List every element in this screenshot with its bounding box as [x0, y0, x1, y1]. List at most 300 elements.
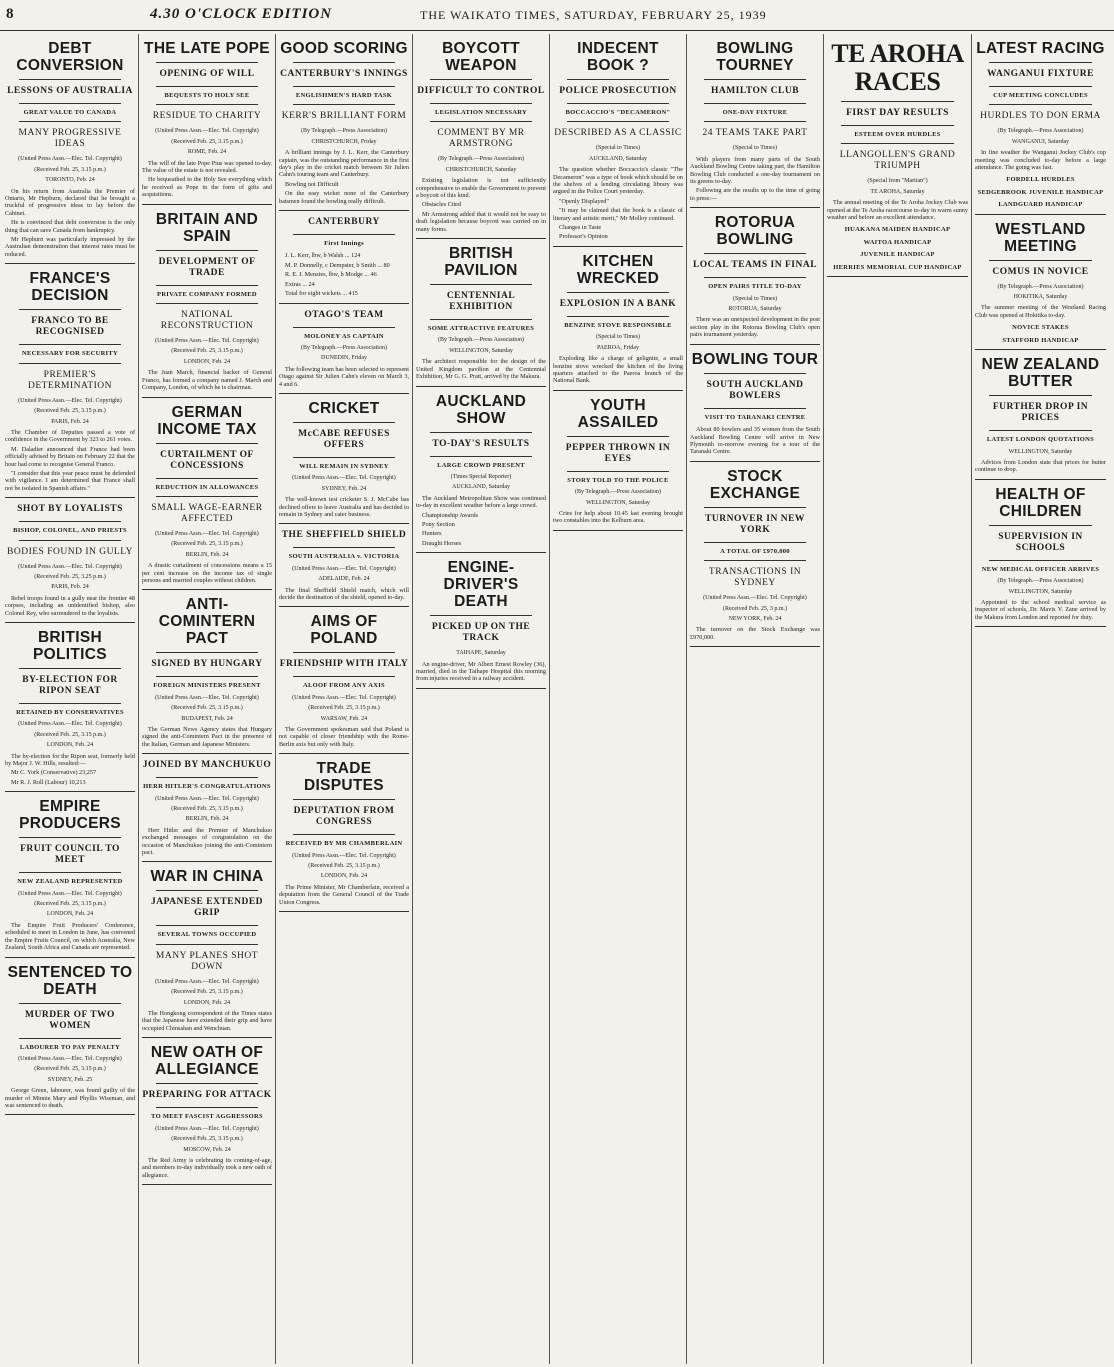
story-deck: RECEIVED BY MR CHAMBERLAIN [285, 840, 403, 848]
wire-credit: (United Press Assn.—Elec. Tel. Copyright) [155, 338, 259, 345]
story-paragraph: Mr Hepburn was particularly impressed by the Australian demonstration that interest rates must be reduced. [5, 236, 135, 258]
divider [156, 478, 258, 479]
story-paragraph: The Juan March, financial backer of General Franco, has formed a company named J. March and Company, London, of which he is chairman. [142, 369, 272, 392]
divider [841, 125, 954, 126]
story-deck: FURTHER DROP IN PRICES [992, 402, 1089, 424]
story-deck: ALOOF FROM ANY AXIS [303, 682, 385, 690]
story-deck: TO MEET FASCIST AGGRESSORS [151, 1113, 263, 1121]
divider [704, 507, 806, 508]
story-deck: ONE-DAY FIXTURE [722, 109, 788, 116]
wire-credit: (United Press Assn.—Elec. Tel. Copyright) [155, 795, 259, 802]
story-deck: BY-ELECTION FOR RIPON SEAT [22, 675, 118, 696]
divider [19, 363, 121, 364]
wire-credit: (By Telegraph.—Press Association) [997, 578, 1084, 585]
story-paragraph: Following are the results up to the time of going to press:— [690, 187, 820, 202]
wire-credit: (By Telegraph.—Press Association) [575, 489, 661, 496]
story-divider [975, 479, 1106, 480]
wire-credit: (Times Special Reporter) [450, 473, 512, 480]
wire-credit: (United Press Assn.—Elec. Tel. Copyright) [18, 890, 122, 897]
dateline: ADELAIDE, Feb. 24 [318, 576, 370, 583]
story-headline: THE LATE POPE [144, 40, 270, 57]
divider [293, 457, 395, 458]
divider [156, 285, 258, 286]
divider [989, 560, 1092, 561]
story-paragraph: Obstacles Cited [422, 201, 462, 209]
divider [841, 101, 954, 102]
dateline: AUCKLAND, Saturday [452, 484, 510, 491]
story-deck: BODIES FOUND IN GULLY [7, 546, 133, 557]
divider [293, 104, 395, 105]
divider [19, 121, 121, 122]
story-divider [142, 1037, 272, 1038]
received-time: (Received Feb. 25, 3.15 p.m.) [34, 408, 106, 415]
story-paragraph: Bowling not Difficult [285, 180, 339, 188]
story-paragraph: The by-election for the Ripon seat, formerly held by Major J. W. Hills, resulted:— [5, 752, 135, 768]
story-deck: PICKED UP ON THE TRACK [431, 622, 531, 644]
divider [989, 104, 1092, 105]
edition-label: 4.30 O'CLOCK EDITION [150, 6, 333, 22]
story-paragraph: Existing legislation is not sufficiently comprehensive to enable the Government to prevent a boycott of this kind. [416, 177, 546, 200]
story-headline: ENGINE-DRIVER'S DEATH [443, 559, 519, 611]
divider [156, 1083, 258, 1084]
dateline: NEW YORK, Feb. 24 [728, 615, 782, 622]
story-deck: BEQUESTS TO HOLY SEE [164, 92, 250, 99]
wire-credit: (Special from "Martian") [867, 178, 928, 185]
story-paragraph: The Empire Fruit Producers' Conference, scheduled to meet in London in June, has convened the Empire Fruits Council, on which Australia, New Zealand, South Africa and Canada are represented. [5, 921, 135, 952]
story-paragraph: Total for eight wickets ... 415 [285, 290, 358, 298]
story-divider [690, 461, 820, 462]
dateline: CHRISTCHURCH, Saturday [445, 166, 517, 173]
divider [989, 86, 1092, 87]
story-headline: BRITAIN AND SPAIN [155, 210, 259, 245]
race-heading: JUVENILE HANDICAP [860, 251, 935, 259]
story-paragraph: With players from many parts of the South Auckland Bowling Centre taking part, the Hamilton Bowling Club conducted a one-day tournament on its greens to-day. [690, 155, 820, 186]
divider [989, 260, 1092, 261]
divider [19, 837, 121, 838]
story-headline: YOUTH ASSAILED [577, 396, 659, 431]
dateline: SYDNEY, Feb. 24 [321, 485, 367, 492]
story-headline: TE AROHA RACES [831, 39, 964, 96]
divider [156, 890, 258, 891]
story-paragraph: Mr R. J. Roll (Labour) 10,213 [11, 778, 86, 786]
divider [156, 303, 258, 304]
story-headline: STOCK EXCHANGE [709, 467, 801, 502]
divider [19, 344, 121, 345]
divider [293, 62, 395, 63]
wire-credit: (United Press Assn.—Elec. Tel. Copyright) [292, 565, 396, 572]
wire-credit: (United Press Assn.—Elec. Tel. Copyright) [18, 563, 122, 570]
story-paragraph: The Red Army is celebrating its coming-of-age, and members to-day individually took a new oath of allegiance. [142, 1156, 272, 1179]
divider [989, 430, 1092, 431]
dateline: LONDON, Feb. 24 [46, 911, 94, 918]
dateline: PARIS, Feb. 24 [51, 584, 89, 591]
story-headline: KITCHEN WRECKED [576, 252, 660, 287]
wire-credit: (United Press Assn.—Elec. Tel. Copyright) [292, 852, 396, 859]
story-deck: GREAT VALUE TO CANADA [23, 109, 117, 116]
wire-credit: (United Press Assn.—Elec. Tel. Copyright) [292, 694, 396, 701]
story-divider [142, 204, 272, 205]
story-divider [975, 349, 1106, 350]
dateline: PAEROA, Friday [596, 344, 640, 351]
divider [293, 86, 395, 87]
wire-credit: (United Press Assn.—Elec. Tel. Copyright) [703, 595, 807, 602]
story-deck: HURDLES TO DON ERMA [980, 111, 1101, 122]
race-heading: STAFFORD HANDICAP [1002, 336, 1079, 344]
story-deck: SOUTH AUCKLAND BOWLERS [706, 379, 804, 401]
story-deck: MANY PROGRESSIVE IDEAS [18, 128, 122, 150]
story-deck: OTAGO'S TEAM [304, 309, 384, 320]
wire-credit: (United Press Assn.—Elec. Tel. Copyright) [155, 694, 259, 701]
received-time: (Received Feb. 25, 3.15 p.m.) [171, 1136, 243, 1143]
story-headline: AUCKLAND SHOW [435, 392, 527, 427]
story-paragraph: Appointed to the school medical service as inspector of schools, Dr. Mavis V. Zane arrived by the Makura from London and reported for duty. [975, 598, 1106, 621]
divider [567, 316, 669, 317]
dateline: TAIHAPE, Saturday [456, 650, 506, 657]
story-deck: TRANSACTIONS IN SYDNEY [708, 567, 802, 589]
divider [293, 652, 395, 653]
story-paragraph: Championship Awards [422, 511, 478, 519]
story-deck: RESIDUE TO CHARITY [152, 111, 262, 122]
divider [989, 525, 1092, 526]
story-divider [5, 791, 135, 792]
dateline: ROME, Feb. 24 [187, 149, 227, 156]
story-deck: SUPERVISION IN SCHOOLS [998, 531, 1083, 553]
story-deck: BOCCACCIO'S "DECAMERON" [565, 109, 671, 116]
story-deck: PREPARING FOR ATTACK [142, 1090, 272, 1101]
story-deck: NEW ZEALAND REPRESENTED [17, 878, 123, 886]
story-headline: BRITISH POLITICS [33, 629, 107, 663]
divider [156, 104, 258, 105]
wire-credit: (United Press Assn.—Elec. Tel. Copyright) [18, 156, 122, 163]
story-divider [690, 646, 820, 647]
divider [156, 496, 258, 497]
story-deck: JOINED BY MANCHUKUO [142, 760, 272, 771]
story-paragraph: The turnover on the Stock Exchange was £970,000. [690, 626, 820, 641]
divider [704, 277, 806, 278]
story-paragraph: On the easy wicket none of the Canterbury batsmen found the bowling really difficult. [279, 190, 409, 205]
divider [19, 309, 121, 310]
story-headline: INDECENT BOOK ? [577, 40, 659, 74]
divider [567, 292, 669, 293]
story-paragraph: The final Sheffield Shield match, which will decide the destination of the shield, opened to-day. [279, 586, 409, 601]
story-deck: MURDER OF TWO WOMEN [25, 1009, 115, 1031]
wire-credit: (By Telegraph.—Press Association) [438, 156, 524, 163]
story-deck: HERR HITLER'S CONGRATULATIONS [143, 783, 271, 791]
dateline: WELLINGTON, Saturday [449, 347, 513, 354]
divider [156, 86, 258, 87]
story-deck: ESTEEM OVER HURDLES [854, 131, 941, 138]
dateline: LONDON, Feb. 24 [320, 873, 368, 880]
story-headline: EMPIRE PRODUCERS [19, 798, 121, 833]
story-deck: LABOURER TO PAY PENALTY [19, 1043, 121, 1051]
divider [156, 777, 258, 778]
column-1 [2, 34, 139, 1364]
story-paragraph: "Openly Displayed" [559, 197, 609, 205]
race-heading: HUAKANA MAIDEN HANDICAP [844, 226, 951, 234]
divider [567, 79, 669, 80]
wire-credit: (By Telegraph.—Press Association) [997, 283, 1084, 290]
story-deck: ENGLISHMEN'S HARD TASK [295, 92, 393, 99]
story-paragraph: The will of the late Pope Pius was opened to-day. The value of the estate is not revealed. [142, 159, 272, 175]
story-deck: A TOTAL OF £970,000 [720, 547, 790, 555]
story-deck: KERR'S BRILLIANT FORM [281, 111, 407, 122]
divider [293, 234, 395, 235]
story-divider [416, 552, 546, 553]
story-headline: AIMS OF POLAND [310, 613, 378, 648]
divider [430, 615, 532, 616]
dateline: BERLIN, Feb. 24 [185, 816, 229, 823]
divider [293, 834, 395, 835]
wire-credit: (Special to Times) [732, 295, 777, 302]
divider [567, 471, 669, 472]
story-deck: FIRST DAY RESULTS [846, 108, 949, 118]
dateline: ROTORUA, Saturday [728, 306, 782, 313]
story-divider [279, 911, 409, 912]
story-deck: CANTERBURY [308, 217, 380, 228]
wire-credit: (United Press Assn.—Elec. Tel. Copyright) [155, 530, 259, 537]
story-headline: LATEST RACING [976, 40, 1105, 57]
story-headline: DEBT CONVERSION [16, 40, 124, 74]
dateline: TORONTO, Feb. 24 [45, 177, 95, 184]
received-time: (Received Feb. 25, 3.15 p.m.) [171, 541, 243, 548]
story-deck: DEPUTATION FROM CONGRESS [293, 806, 395, 828]
story-paragraph: Mr Armstrong added that it would not be easy to draft legislation because boycott was carried on in many forms. [416, 210, 546, 233]
divider [19, 79, 121, 80]
story-paragraph: Cries for help about 10.45 last evening brought two constables into the Kelburn area. [553, 509, 683, 525]
story-deck: CURTAILMENT OF CONCESSIONS [160, 449, 254, 471]
story-deck: PRIVATE COMPANY FORMED [157, 290, 257, 298]
wire-credit: (Special to Times) [595, 145, 640, 152]
divider [293, 676, 395, 677]
wire-credit: (By Telegraph.—Press Association) [301, 344, 387, 351]
dateline: LONDON, Feb. 24 [46, 742, 94, 749]
story-paragraph: The following team has been selected to represent Otago against Sir Julien Cahn's eleven on March 3, 4 and 6. [279, 365, 409, 388]
story-headline: ROTORUA BOWLING [714, 214, 796, 249]
wire-credit: (Special to Times) [595, 334, 640, 341]
dateline: WARSAW, Feb. 24 [320, 715, 368, 722]
wire-credit: (United Press Assn.—Elec. Tel. Copyright) [18, 1055, 122, 1062]
story-divider [5, 497, 135, 498]
story-deck: DIFFICULT TO CONTROL [417, 86, 545, 96]
story-deck: CANTERBURY'S INNINGS [280, 69, 408, 79]
story-deck: SOUTH AUSTRALIA v. VICTORIA [288, 553, 400, 561]
divider [567, 436, 669, 437]
column-7 [824, 34, 972, 1364]
divider [19, 872, 121, 873]
dateline: WELLINGTON, Saturday [586, 499, 650, 506]
story-deck: DEVELOPMENT OF TRADE [158, 256, 256, 278]
divider [430, 103, 532, 104]
story-divider [279, 753, 409, 754]
received-time: (Received Feb. 25, 3.15 p.m.) [308, 705, 380, 712]
column-4 [413, 34, 550, 1364]
story-deck: EXPLOSION IN A BANK [559, 298, 677, 309]
received-time: (Received Feb. 25, 3.15 p.m.) [34, 901, 106, 908]
divider [19, 1003, 121, 1004]
divider [156, 62, 258, 63]
story-deck: LESSONS OF AUSTRALIA [7, 86, 133, 96]
story-deck: NATIONAL RECONSTRUCTION [160, 310, 254, 332]
story-deck: WILL REMAIN IN SYDNEY [299, 462, 389, 470]
story-deck: MANY PLANES SHOT DOWN [155, 950, 259, 972]
divider [567, 103, 669, 104]
divider [704, 79, 806, 80]
story-paragraph: The annual meeting of the Te Aroha Jockey Club was opened at the Te Aroha racecourse to-day in warm sunny weather and before an excellent attendance. [827, 199, 968, 222]
story-paragraph: Herr Hitler and the Premier of Manchukuo exchanged messages of congratulation on the occasion of Manchukuo joining the anti-Comintern pact. [142, 826, 272, 857]
story-deck: COMUS IN NOVICE [992, 266, 1089, 277]
story-paragraph: Pony Section [422, 520, 455, 528]
received-time: (Received Feb. 25, 3 p.m.) [723, 605, 787, 612]
story-divider [142, 753, 272, 754]
story-paragraph: The well-known test cricketer S. J. McCabe has declined offers to leave Australia and has decided to remain in Sydney and cater business. [279, 496, 409, 518]
story-paragraph: R. E. J. Menzies, lbw, b Modge ... 46 [285, 271, 377, 279]
dateline: AUCKLAND, Saturday [589, 155, 647, 162]
story-headline: NEW ZEALAND BUTTER [981, 356, 1100, 391]
story-deck: STORY TOLD TO THE POLICE [567, 476, 669, 484]
dateline: MOSCOW, Feb. 24 [183, 1146, 231, 1153]
story-divider [5, 1114, 135, 1115]
story-deck: LEGISLATION NECESSARY [434, 109, 528, 116]
received-time: (Received Feb. 25, 3.15 p.m.) [34, 1066, 106, 1073]
race-heading: NOVICE STAKES [1012, 324, 1069, 332]
story-deck: VISIT TO TARANAKI CENTRE [704, 413, 806, 421]
dateline: BERLIN, Feb. 24 [185, 551, 229, 558]
story-divider [142, 1184, 272, 1185]
story-paragraph: The Hongkong correspondent of the Times states that the Japanese have extended their grip and have occupied Chinsahan and Wenchuan. [142, 1010, 272, 1032]
divider [704, 560, 806, 561]
column-8 [972, 34, 1109, 1364]
divider [293, 422, 395, 423]
story-paragraph: The German News Agency states that Hungary signed the anti-Comintern Pact in the presence of the Italian, German and Japanese Ministers. [142, 725, 272, 748]
story-headline: BOWLING TOUR [691, 350, 819, 368]
wire-credit: (Special to Times) [732, 145, 777, 152]
story-paragraph: The question whether Boccaccio's classic "The Decameron" was a type of book which should be on the shelves of a lending circulating library was argued in the Police Court yesterday. [553, 166, 683, 196]
divider [293, 547, 395, 548]
column-6 [687, 34, 824, 1364]
divider [989, 62, 1092, 63]
story-divider [975, 626, 1106, 627]
story-deck: SEVERAL TOWNS OCCUPIED [157, 931, 257, 939]
story-deck: PREMIER'S DETERMINATION [27, 369, 113, 391]
story-divider [553, 390, 683, 391]
divider [704, 373, 806, 374]
story-deck: 24 TEAMS TAKE PART [702, 128, 808, 139]
story-paragraph: A drastic curtailment of concessions means a 15 per cent increase on the income tax of single persons and married couples without children. [142, 562, 272, 584]
divider [841, 143, 954, 144]
story-deck: BISHOP, COLONEL, AND PRIESTS [13, 527, 127, 535]
story-paragraph: The summer meeting of the Westland Racing Club was opened at Hokitika to-day. [975, 304, 1106, 319]
divider [567, 121, 669, 122]
race-heading: SEDGEBROOK JUVENILE HANDICAP [977, 188, 1104, 196]
story-deck: CENTENNIAL EXHIBITION [446, 291, 516, 313]
divider [430, 79, 532, 80]
story-paragraph: He bequeathed to the Holy See everything which he received as Pope in the form of gifts and acquisitions. [142, 176, 272, 199]
race-heading: FORDELL HURDLES [1006, 176, 1075, 184]
story-paragraph: The Chamber of Deputies passed a vote of confidence in the Government by 323 to 261 votes. [5, 428, 135, 444]
story-headline: GERMAN INCOME TAX [157, 403, 257, 438]
dateline: LONDON, Feb. 24 [183, 999, 231, 1006]
wire-credit: (United Press Assn.—Elec. Tel. Copyright) [292, 475, 396, 482]
story-deck: FRANCO TO BE RECOGNISED [31, 316, 109, 338]
story-paragraph: Rebel troops found in a gully near the frontier 48 corpses, including an unidentified bishop, also Colonel Rey, who surrendered to the loyalists. [5, 594, 135, 617]
story-divider [5, 622, 135, 623]
story-paragraph: On his return from Australia the Premier of Ontario, Mr Hepburn, declared that he brought a truckful of progressive ideas to lay before the Cabinet. [5, 187, 135, 217]
received-time: (Received Feb. 25, 3.25 p.m.) [34, 573, 106, 580]
story-headline: SENTENCED TO DEATH [7, 963, 133, 998]
story-deck: NEW MEDICAL OFFICER ARRIVES [981, 565, 1100, 573]
story-deck: REDUCTION IN ALLOWANCES [155, 483, 259, 491]
race-heading: HERRIES MEMORIAL CUP HANDICAP [833, 263, 962, 271]
story-deck: THE SHEFFIELD SHIELD [281, 530, 407, 541]
column-2 [139, 34, 276, 1364]
story-deck: SOME ATTRACTIVE FEATURES [427, 325, 535, 333]
wire-credit: (By Telegraph.—Press Association) [997, 128, 1084, 135]
story-deck: TO-DAY'S RESULTS [432, 438, 530, 449]
divider [19, 1038, 121, 1039]
divider [19, 521, 121, 522]
story-divider [416, 688, 546, 689]
story-paragraph: Extras ... 24 [285, 280, 315, 288]
story-deck: BENZINE STOVE RESPONSIBLE [564, 321, 672, 329]
story-divider [279, 303, 409, 304]
story-deck: CUP MEETING CONCLUDES [993, 92, 1088, 99]
received-time: (Received Feb. 25, 3.15 p.m.) [171, 705, 243, 712]
story-paragraph: The architect responsible for the design of the United Kingdom pavilion at the Centennial Exhibition, Mr G. G. Pratt, arrived by the Makura. [416, 358, 546, 381]
paper-dateline: THE WAIKATO TIMES, SATURDAY, FEBRUARY 25, 1939 [420, 8, 767, 22]
story-headline: TRADE DISPUTES [304, 760, 384, 795]
story-paragraph: M. P. Donnelly, c Dempster, b Smith ... 80 [285, 261, 390, 269]
story-paragraph: In fine weather the Wanganui Jockey Club's cup meeting was concluded to-day before a large attendance. The going was fast. [975, 149, 1106, 172]
story-deck: McCABE REFUSES OFFERS [298, 428, 390, 450]
divider [293, 327, 395, 328]
divider [19, 668, 121, 669]
race-heading: LANDGUARD HANDICAP [998, 201, 1083, 209]
story-deck: FOREIGN MINISTERS PRESENT [153, 682, 261, 690]
received-time: (Received Feb. 25, 3.15 p.m.) [171, 348, 243, 355]
story-paragraph: There was an unexpected development in the post section play in the Rotorua Bowling Club's open pairs tournament yesterday. [690, 316, 820, 339]
story-divider [827, 276, 968, 277]
column-5 [550, 34, 687, 1364]
story-paragraph: Advices from London state that prices for butter continue to drop. [975, 458, 1106, 474]
wire-credit: (By Telegraph.—Press Association) [301, 128, 387, 135]
dateline: DUNEDIN, Friday [321, 355, 367, 362]
dateline: WANGANUI, Saturday [1011, 138, 1070, 145]
dateline: WELLINGTON, Saturday [1008, 588, 1073, 595]
divider [704, 121, 806, 122]
story-headline: WAR IN CHINA [150, 868, 264, 886]
story-deck: JAPANESE EXTENDED GRIP [150, 897, 264, 919]
divider [430, 284, 532, 285]
received-time: (Received Feb. 25, 3.15 p.m.) [171, 138, 243, 145]
divider [430, 121, 532, 122]
story-paragraph: Changes in Taste [559, 224, 602, 232]
wire-credit: (United Press Assn.—Elec. Tel. Copyright) [18, 397, 122, 404]
story-paragraph: A brilliant innings by J. L. Kerr, the Canterbury captain, was the outstanding performance in the first day's play in the cricket match between Sir Julien Cahn's touring team and Canterbury. [279, 149, 409, 179]
received-time: (Received Feb. 25, 3.15 p.m.) [171, 806, 243, 812]
dateline: TE AROHA, Saturday [870, 188, 925, 195]
dateline: WELLINGTON, Saturday [1008, 448, 1073, 455]
story-deck: TURNOVER IN NEW YORK [705, 513, 805, 535]
dateline: CHRISTCHURCH, Friday [311, 138, 377, 145]
race-heading: WAITOA HANDICAP [863, 238, 932, 246]
divider [156, 250, 258, 251]
columns [2, 34, 1112, 1364]
dateline: HOKITIKA, Saturday [1013, 294, 1068, 301]
story-headline: WESTLAND MEETING [995, 220, 1086, 255]
wire-credit: (United Press Assn.—Elec. Tel. Copyright) [155, 978, 259, 985]
story-paragraph: "I consider that this year peace must be defended with vigilance. I am determined that France shall not be isolated in Spanish affairs." [5, 469, 135, 492]
story-divider [5, 263, 135, 264]
